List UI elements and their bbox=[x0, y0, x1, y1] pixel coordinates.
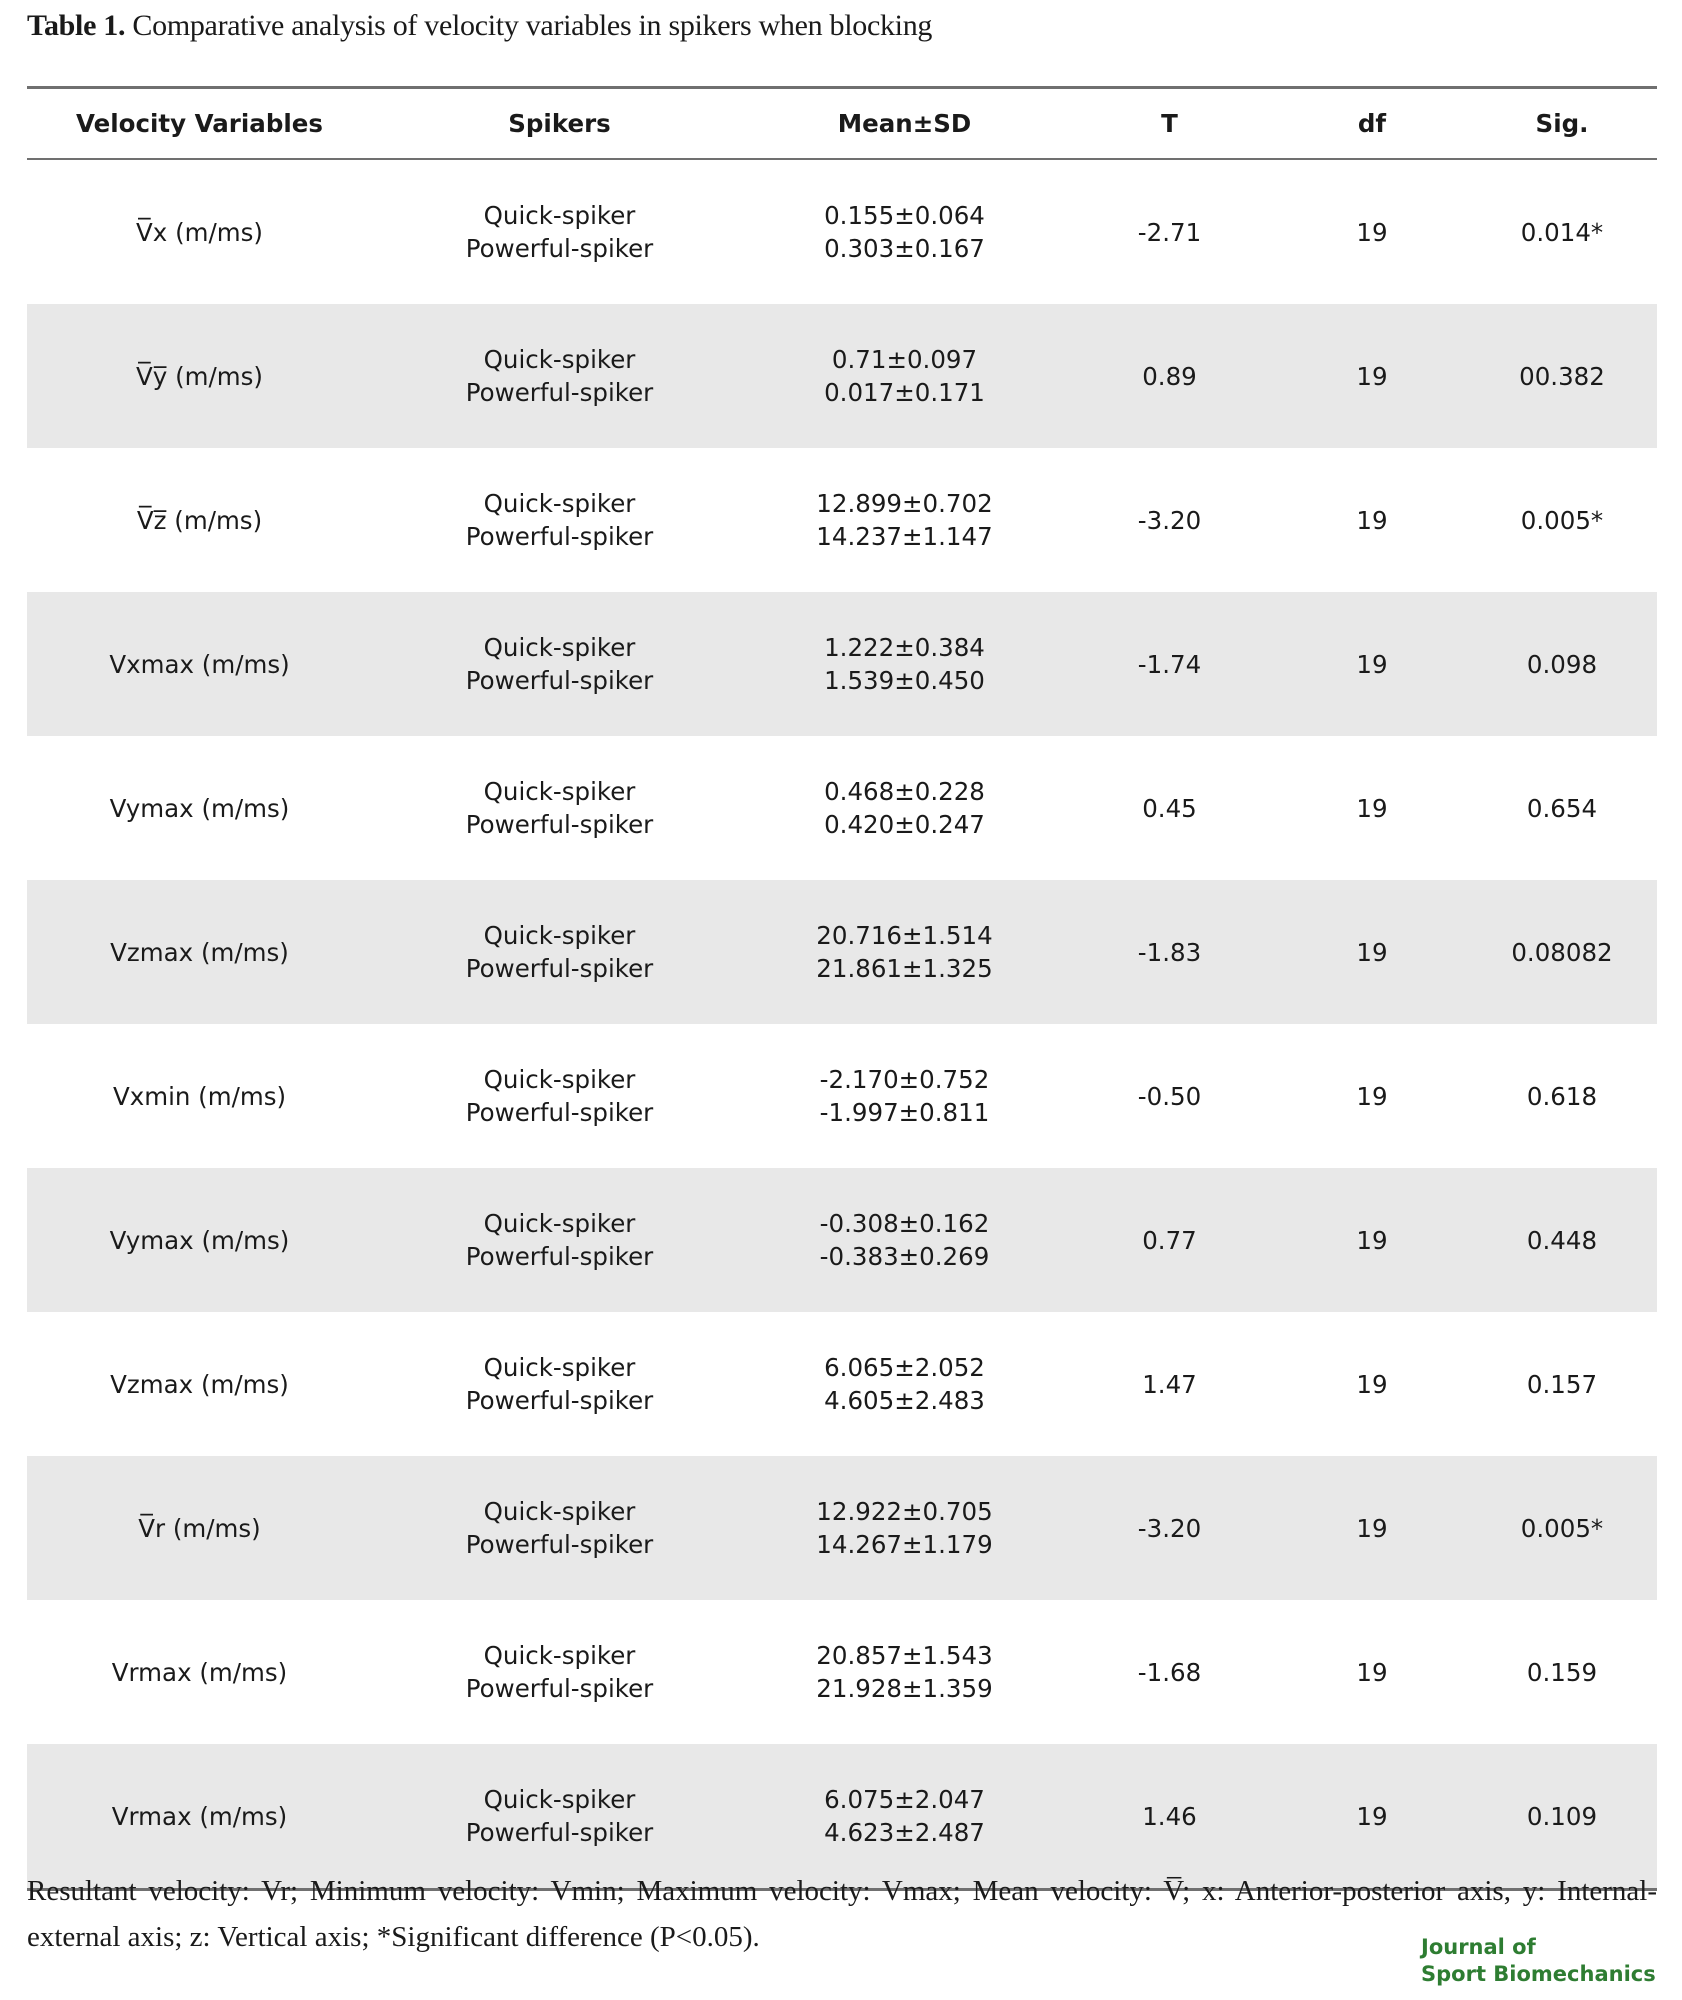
cell-spiker: Quick-spiker bbox=[372, 1168, 747, 1240]
cell-mean-sd: -1.997±0.811 bbox=[819, 1098, 990, 1127]
cell-spiker: Powerful-spiker bbox=[372, 1240, 747, 1312]
cell-mean-sd: 12.899±0.702 bbox=[816, 489, 993, 518]
cell-sig: 0.08082 bbox=[1467, 880, 1657, 1024]
cell-mean-sd: 1.539±0.450 bbox=[747, 664, 1062, 736]
cell-sig: 0.005* bbox=[1520, 505, 1604, 535]
table-row bbox=[27, 1168, 1657, 1240]
cell-mean-sd: 21.861±1.325 bbox=[747, 952, 1062, 1024]
cell-mean-sd: 14.237±1.147 bbox=[816, 522, 993, 551]
journal-logo-line1: Journal of bbox=[1421, 1935, 1536, 1959]
cell-spiker: Quick-spiker bbox=[372, 592, 747, 664]
cell-mean-sd: -2.170±0.752 bbox=[819, 1065, 990, 1094]
cell-df: 19 bbox=[1277, 1456, 1467, 1600]
cell-df: 19 bbox=[1277, 1168, 1467, 1312]
cell-velocity-variable: V̅r (m/ms) bbox=[27, 1456, 372, 1600]
cell-df: 19 bbox=[1356, 505, 1388, 535]
cell-velocity-variable: V̅z̅ (m/ms) bbox=[136, 505, 263, 535]
cell-velocity-variable: Vymax (m/ms) bbox=[27, 1168, 372, 1312]
table-caption-label: Table 1. bbox=[27, 9, 126, 42]
cell-sig: 0.005* bbox=[1467, 1456, 1657, 1600]
cell-spiker: Powerful-spiker bbox=[465, 810, 654, 839]
cell-mean-sd: 20.857±1.543 bbox=[816, 1641, 993, 1670]
cell-df: 19 bbox=[1277, 592, 1467, 736]
cell-velocity-variable: Vrmax (m/ms) bbox=[111, 1657, 288, 1687]
table-footnote: Resultant velocity: Vr; Minimum velocity: Vmin; Maximum velocity: Vmax; Mean velocity: V̅; x: Anterior-posterior axis, y: Internal-external axis; z: Vertical axis; *Significant difference (P<0.05). bbox=[27, 1875, 1657, 1953]
journal-logo bbox=[1421, 1934, 1656, 1988]
header-mean-sd: Mean±SD bbox=[747, 88, 1062, 160]
cell-velocity-variable: Vxmin (m/ms) bbox=[112, 1081, 287, 1111]
cell-df: 19 bbox=[1277, 304, 1467, 448]
cell-velocity-variable: Vzmax (m/ms) bbox=[110, 1369, 289, 1399]
cell-mean-sd: 0.420±0.247 bbox=[824, 810, 985, 839]
velocity-table bbox=[27, 86, 1657, 1891]
velocity-table-wrapper bbox=[27, 86, 1657, 1891]
cell-spiker: Powerful-spiker bbox=[465, 1098, 654, 1127]
cell-df: 19 bbox=[1356, 217, 1388, 247]
table-row bbox=[27, 736, 1657, 808]
table-row bbox=[27, 1312, 1657, 1384]
cell-mean-sd: 0.155±0.064 bbox=[824, 201, 985, 230]
cell-mean-sd: 6.075±2.047 bbox=[747, 1744, 1062, 1816]
cell-df: 19 bbox=[1356, 1657, 1388, 1687]
table-row bbox=[27, 1600, 1657, 1672]
table-row bbox=[27, 880, 1657, 952]
cell-mean-sd: 0.71±0.097 bbox=[747, 304, 1062, 376]
cell-mean-sd: 4.623±2.487 bbox=[747, 1816, 1062, 1890]
cell-spiker: Powerful-spiker bbox=[372, 1816, 747, 1890]
cell-mean-sd: 0.468±0.228 bbox=[824, 777, 985, 806]
cell-t: 0.77 bbox=[1062, 1168, 1277, 1312]
cell-spiker: Quick-spiker bbox=[372, 880, 747, 952]
cell-mean-sd: 6.065±2.052 bbox=[824, 1353, 985, 1382]
table-row bbox=[27, 592, 1657, 664]
cell-mean-sd: 0.017±0.171 bbox=[747, 376, 1062, 448]
cell-mean-sd: 14.267±1.179 bbox=[747, 1528, 1062, 1600]
cell-t: -1.83 bbox=[1062, 880, 1277, 1024]
cell-velocity-variable: V̅x (m/ms) bbox=[136, 217, 263, 247]
cell-spiker: Powerful-spiker bbox=[372, 376, 747, 448]
cell-spiker: Quick-spiker bbox=[372, 304, 747, 376]
cell-mean-sd: 1.222±0.384 bbox=[747, 592, 1062, 664]
cell-sig: 00.382 bbox=[1467, 304, 1657, 448]
cell-sig: 0.109 bbox=[1467, 1744, 1657, 1890]
cell-sig: 0.618 bbox=[1526, 1081, 1598, 1111]
cell-df: 19 bbox=[1277, 880, 1467, 1024]
cell-mean-sd: 4.605±2.483 bbox=[824, 1386, 985, 1415]
cell-velocity-variable: Vrmax (m/ms) bbox=[27, 1744, 372, 1890]
cell-mean-sd: 12.922±0.705 bbox=[747, 1456, 1062, 1528]
cell-spiker: Quick-spiker bbox=[483, 201, 636, 230]
cell-t: -2.71 bbox=[1137, 217, 1202, 247]
table-caption-text: Comparative analysis of velocity variables in spikers when blocking bbox=[132, 9, 933, 42]
cell-t: 1.46 bbox=[1062, 1744, 1277, 1890]
cell-spiker: Powerful-spiker bbox=[465, 1674, 654, 1703]
cell-sig: 0.098 bbox=[1467, 592, 1657, 736]
cell-mean-sd: -0.383±0.269 bbox=[747, 1240, 1062, 1312]
cell-mean-sd: -0.308±0.162 bbox=[747, 1168, 1062, 1240]
cell-df: 19 bbox=[1356, 793, 1388, 823]
table-row bbox=[27, 304, 1657, 376]
header-t: T bbox=[1062, 88, 1277, 160]
table-caption bbox=[27, 6, 932, 46]
table-body bbox=[27, 159, 1657, 1890]
cell-t: 0.45 bbox=[1142, 793, 1197, 823]
cell-velocity-variable: V̅y̅ (m/ms) bbox=[27, 304, 372, 448]
table-row bbox=[27, 1024, 1657, 1096]
table-row bbox=[27, 448, 1657, 520]
cell-spiker: Powerful-spiker bbox=[465, 234, 654, 263]
cell-velocity-variable: Vzmax (m/ms) bbox=[27, 880, 372, 1024]
cell-spiker: Quick-spiker bbox=[372, 1456, 747, 1528]
cell-spiker: Quick-spiker bbox=[483, 1641, 636, 1670]
cell-spiker: Powerful-spiker bbox=[372, 952, 747, 1024]
cell-df: 19 bbox=[1356, 1369, 1388, 1399]
cell-sig: 0.159 bbox=[1526, 1657, 1598, 1687]
cell-spiker: Quick-spiker bbox=[483, 777, 636, 806]
cell-spiker: Quick-spiker bbox=[372, 1744, 747, 1816]
cell-t: -3.20 bbox=[1137, 505, 1202, 535]
cell-sig: 0.448 bbox=[1467, 1168, 1657, 1312]
cell-df: 19 bbox=[1277, 1744, 1467, 1890]
cell-sig: 0.157 bbox=[1526, 1369, 1598, 1399]
table-row bbox=[27, 1744, 1657, 1816]
cell-mean-sd: 0.303±0.167 bbox=[824, 234, 985, 263]
cell-df: 19 bbox=[1356, 1081, 1388, 1111]
cell-t: 1.47 bbox=[1142, 1369, 1197, 1399]
cell-spiker: Powerful-spiker bbox=[465, 522, 654, 551]
cell-mean-sd: 21.928±1.359 bbox=[816, 1674, 993, 1703]
cell-spiker: Quick-spiker bbox=[483, 1065, 636, 1094]
journal-logo-line2: Sport Biomechanics bbox=[1421, 1962, 1656, 1986]
cell-spiker: Quick-spiker bbox=[483, 1353, 636, 1382]
cell-velocity-variable: Vymax (m/ms) bbox=[109, 793, 290, 823]
header-velocity-variables: Velocity Variables bbox=[27, 88, 372, 160]
cell-mean-sd: 20.716±1.514 bbox=[747, 880, 1062, 952]
cell-t: -1.68 bbox=[1137, 1657, 1202, 1687]
header-spikers: Spikers bbox=[372, 88, 747, 160]
table-row bbox=[27, 159, 1657, 232]
cell-t: -1.74 bbox=[1062, 592, 1277, 736]
table-row bbox=[27, 1456, 1657, 1528]
cell-spiker: Powerful-spiker bbox=[465, 1386, 654, 1415]
header-sig: Sig. bbox=[1467, 88, 1657, 160]
cell-velocity-variable: Vxmax (m/ms) bbox=[27, 592, 372, 736]
cell-sig: 0.014* bbox=[1520, 217, 1604, 247]
table-header bbox=[27, 88, 1657, 160]
cell-t: -3.20 bbox=[1062, 1456, 1277, 1600]
header-df: df bbox=[1277, 88, 1467, 160]
cell-sig: 0.654 bbox=[1526, 793, 1598, 823]
cell-t: -0.50 bbox=[1137, 1081, 1202, 1111]
header-row bbox=[27, 88, 1657, 160]
cell-spiker: Powerful-spiker bbox=[372, 664, 747, 736]
cell-spiker: Powerful-spiker bbox=[372, 1528, 747, 1600]
cell-spiker: Quick-spiker bbox=[483, 489, 636, 518]
cell-t: 0.89 bbox=[1062, 304, 1277, 448]
